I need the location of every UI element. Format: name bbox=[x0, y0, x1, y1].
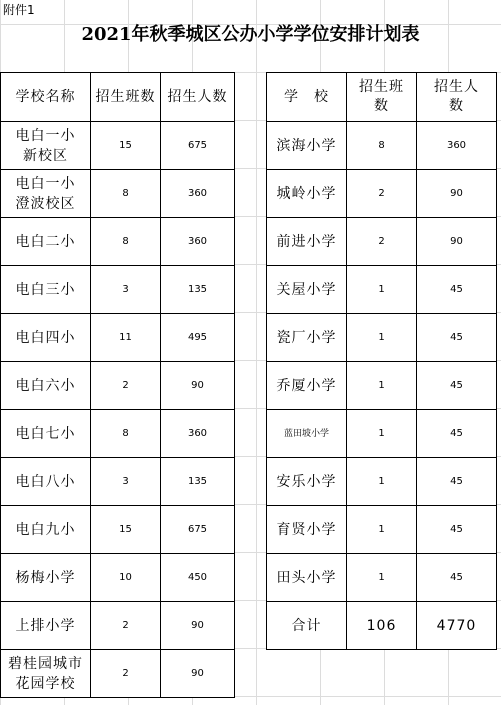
school-name-cell bbox=[1, 602, 91, 650]
student-count-cell-text: 45 bbox=[450, 428, 463, 439]
school-name-cell bbox=[1, 218, 91, 266]
class-count-cell bbox=[91, 554, 161, 602]
student-count-cell-text: 45 bbox=[450, 572, 463, 583]
class-count-cell bbox=[347, 554, 417, 602]
school-name-cell bbox=[1, 266, 91, 314]
class-count-cell bbox=[91, 362, 161, 410]
header-class-count: 招生班数 bbox=[91, 73, 161, 122]
class-count-cell-text: 1 bbox=[378, 428, 385, 439]
school-name-cell bbox=[267, 314, 347, 362]
class-count-cell-text: 1 bbox=[378, 476, 385, 487]
school-name-cell-text: 滨海小学 bbox=[276, 137, 337, 154]
class-count-cell bbox=[91, 122, 161, 170]
school-name-cell bbox=[267, 170, 347, 218]
school-name-cell-text: 蓝田坡小学 bbox=[283, 428, 329, 439]
class-count-cell bbox=[91, 218, 161, 266]
student-count-cell bbox=[161, 506, 235, 554]
student-count-cell-text: 90 bbox=[450, 236, 463, 247]
class-count-cell-text: 2 bbox=[122, 620, 129, 631]
school-name-cell bbox=[267, 410, 347, 458]
class-count-cell-text: 2 bbox=[378, 236, 385, 247]
student-count-cell bbox=[161, 602, 235, 650]
school-name-cell bbox=[1, 458, 91, 506]
total-label-cell-text: 合计 bbox=[291, 617, 322, 634]
table-row bbox=[1, 506, 235, 554]
class-count-cell bbox=[91, 170, 161, 218]
school-name-cell bbox=[1, 314, 91, 362]
student-count-cell-text: 45 bbox=[450, 332, 463, 343]
class-count-cell-text: 3 bbox=[122, 476, 129, 487]
class-count-cell-text: 8 bbox=[378, 140, 385, 151]
table-row bbox=[267, 122, 497, 170]
class-count-cell bbox=[91, 602, 161, 650]
student-count-cell bbox=[161, 458, 235, 506]
student-count-cell-text: 495 bbox=[187, 332, 208, 343]
table-row bbox=[1, 266, 235, 314]
school-name-cell-text: 关屋小学 bbox=[276, 281, 337, 298]
school-name-cell-text: 田头小学 bbox=[276, 569, 337, 586]
table-row bbox=[1, 314, 235, 362]
class-count-cell bbox=[347, 458, 417, 506]
table-row bbox=[267, 362, 497, 410]
total-student-count-cell-text: 4770 bbox=[436, 617, 477, 634]
class-count-cell-text: 2 bbox=[122, 668, 129, 679]
table-row bbox=[267, 410, 497, 458]
school-name-cell bbox=[267, 266, 347, 314]
student-count-cell-text: 90 bbox=[450, 188, 463, 199]
student-count-cell bbox=[417, 170, 497, 218]
school-name-cell-text: 城岭小学 bbox=[276, 185, 337, 202]
class-count-cell-text: 1 bbox=[378, 332, 385, 343]
student-count-cell bbox=[417, 314, 497, 362]
student-count-cell-text: 45 bbox=[450, 380, 463, 391]
table-row bbox=[1, 362, 235, 410]
student-count-cell bbox=[417, 122, 497, 170]
school-name-cell-text: 电白七小 bbox=[15, 425, 76, 442]
student-count-cell-text: 45 bbox=[450, 524, 463, 535]
header-school: 学 校 bbox=[267, 73, 347, 122]
student-count-cell bbox=[161, 362, 235, 410]
urban-schools-table bbox=[0, 72, 235, 698]
class-count-cell bbox=[347, 410, 417, 458]
class-count-cell bbox=[347, 362, 417, 410]
class-count-cell-text: 2 bbox=[378, 188, 385, 199]
class-count-cell bbox=[347, 506, 417, 554]
student-count-cell-text: 90 bbox=[191, 380, 204, 391]
class-count-cell-text: 8 bbox=[122, 188, 129, 199]
student-count-cell bbox=[161, 170, 235, 218]
total-student-count-cell bbox=[417, 602, 497, 650]
school-name-cell-text: 上排小学 bbox=[15, 617, 76, 634]
school-name-cell bbox=[267, 122, 347, 170]
class-count-cell-text: 1 bbox=[378, 284, 385, 295]
class-count-cell-text: 1 bbox=[378, 380, 385, 391]
school-name-cell-text: 电白八小 bbox=[15, 473, 76, 490]
class-count-cell-text: 10 bbox=[119, 572, 132, 583]
class-count-cell bbox=[347, 122, 417, 170]
table-row bbox=[267, 554, 497, 602]
header-school-name: 学校名称 bbox=[1, 73, 91, 122]
total-label-cell bbox=[267, 602, 347, 650]
class-count-cell bbox=[91, 458, 161, 506]
class-count-cell-text: 1 bbox=[378, 524, 385, 535]
header-class-count: 招生班 数 bbox=[347, 73, 417, 122]
header-student-count: 招生人 数 bbox=[417, 73, 497, 122]
class-count-cell-text: 2 bbox=[122, 380, 129, 391]
student-count-cell-text: 45 bbox=[450, 284, 463, 295]
school-name-cell-text: 电白四小 bbox=[15, 329, 76, 346]
class-count-cell bbox=[347, 314, 417, 362]
class-count-cell-text: 1 bbox=[378, 572, 385, 583]
student-count-cell bbox=[417, 458, 497, 506]
student-count-cell bbox=[417, 266, 497, 314]
student-count-cell-text: 450 bbox=[187, 572, 208, 583]
school-name-cell bbox=[1, 554, 91, 602]
school-name-cell-text: 电白一小 澄波校区 bbox=[15, 175, 76, 212]
page-title: 2021年秋季城区公办小学学位安排计划表 bbox=[81, 24, 420, 45]
school-name-cell-text: 电白三小 bbox=[15, 281, 76, 298]
student-count-cell bbox=[161, 314, 235, 362]
school-name-cell bbox=[267, 506, 347, 554]
class-count-cell bbox=[91, 506, 161, 554]
student-count-cell bbox=[417, 410, 497, 458]
table-row bbox=[267, 266, 497, 314]
student-count-cell bbox=[417, 506, 497, 554]
student-count-cell bbox=[161, 554, 235, 602]
table-row bbox=[267, 218, 497, 266]
school-name-cell-text: 电白一小 新校区 bbox=[15, 127, 76, 164]
student-count-cell-text: 90 bbox=[191, 620, 204, 631]
class-count-cell-text: 3 bbox=[122, 284, 129, 295]
school-name-cell-text: 安乐小学 bbox=[276, 473, 337, 490]
table-header-row bbox=[267, 73, 497, 122]
student-count-cell-text: 360 bbox=[187, 188, 208, 199]
student-count-cell bbox=[417, 554, 497, 602]
table-row bbox=[267, 458, 497, 506]
class-count-cell-text: 8 bbox=[122, 428, 129, 439]
student-count-cell bbox=[161, 410, 235, 458]
school-name-cell bbox=[1, 410, 91, 458]
table-row bbox=[1, 650, 235, 698]
student-count-cell-text: 135 bbox=[187, 476, 208, 487]
school-name-cell-text: 电白二小 bbox=[15, 233, 76, 250]
school-name-cell-text: 瓷厂小学 bbox=[276, 329, 337, 346]
student-count-cell bbox=[161, 266, 235, 314]
school-name-cell bbox=[267, 218, 347, 266]
student-count-cell bbox=[417, 362, 497, 410]
student-count-cell-text: 360 bbox=[187, 236, 208, 247]
student-count-cell bbox=[161, 650, 235, 698]
table-row bbox=[267, 170, 497, 218]
table-header-row bbox=[1, 73, 235, 122]
school-name-cell-text: 碧桂园城市 花园学校 bbox=[8, 655, 83, 692]
school-name-cell bbox=[1, 362, 91, 410]
student-count-cell-text: 360 bbox=[187, 428, 208, 439]
student-count-cell bbox=[161, 218, 235, 266]
table-row bbox=[1, 602, 235, 650]
attachment-label: 附件1 bbox=[3, 3, 35, 17]
school-name-cell-text: 育贤小学 bbox=[276, 521, 337, 538]
table-row bbox=[1, 554, 235, 602]
table-row bbox=[267, 506, 497, 554]
table-row bbox=[1, 170, 235, 218]
school-name-cell bbox=[1, 122, 91, 170]
table-row bbox=[267, 314, 497, 362]
class-count-cell-text: 8 bbox=[122, 236, 129, 247]
table-row bbox=[1, 122, 235, 170]
total-row bbox=[267, 602, 497, 650]
student-count-cell-text: 675 bbox=[187, 524, 208, 535]
town-schools-table bbox=[266, 72, 497, 650]
school-name-cell-text: 电白六小 bbox=[15, 377, 76, 394]
class-count-cell bbox=[347, 266, 417, 314]
class-count-cell-text: 15 bbox=[119, 524, 132, 535]
class-count-cell bbox=[91, 410, 161, 458]
class-count-cell bbox=[91, 314, 161, 362]
class-count-cell bbox=[347, 170, 417, 218]
header-student-count: 招生人数 bbox=[161, 73, 235, 122]
class-count-cell-text: 15 bbox=[119, 140, 132, 151]
class-count-cell bbox=[347, 218, 417, 266]
school-name-cell bbox=[1, 506, 91, 554]
school-name-cell-text: 电白九小 bbox=[15, 521, 76, 538]
school-name-cell bbox=[267, 554, 347, 602]
total-class-count-cell-text: 106 bbox=[366, 617, 397, 634]
school-name-cell bbox=[1, 170, 91, 218]
student-count-cell-text: 360 bbox=[446, 140, 467, 151]
school-name-cell bbox=[1, 650, 91, 698]
total-class-count-cell bbox=[347, 602, 417, 650]
class-count-cell bbox=[91, 650, 161, 698]
student-count-cell-text: 90 bbox=[191, 668, 204, 679]
student-count-cell-text: 45 bbox=[450, 476, 463, 487]
school-name-cell-text: 乔厦小学 bbox=[276, 377, 337, 394]
school-name-cell-text: 杨梅小学 bbox=[15, 569, 76, 586]
class-count-cell-text: 11 bbox=[119, 332, 132, 343]
student-count-cell-text: 675 bbox=[187, 140, 208, 151]
table-row bbox=[1, 218, 235, 266]
student-count-cell bbox=[161, 122, 235, 170]
table-row bbox=[1, 458, 235, 506]
school-name-cell bbox=[267, 458, 347, 506]
class-count-cell bbox=[91, 266, 161, 314]
school-name-cell bbox=[267, 362, 347, 410]
student-count-cell-text: 135 bbox=[187, 284, 208, 295]
school-name-cell-text: 前进小学 bbox=[276, 233, 337, 250]
table-row bbox=[1, 410, 235, 458]
student-count-cell bbox=[417, 218, 497, 266]
